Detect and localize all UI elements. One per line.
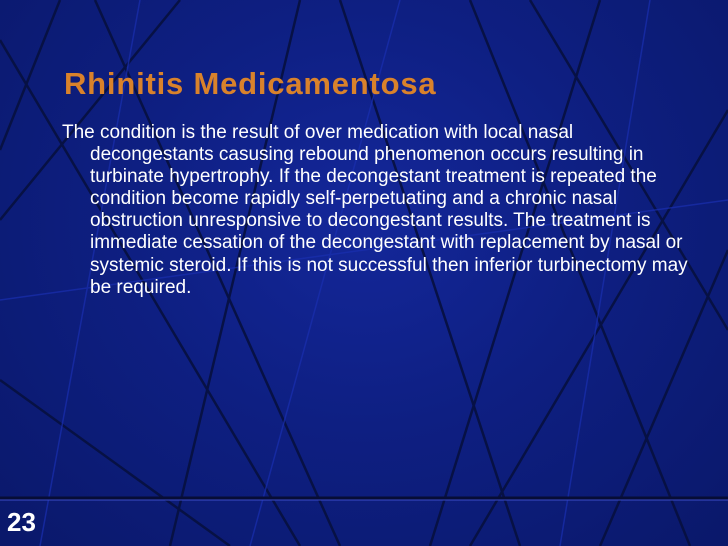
slide-number: 23	[7, 507, 36, 537]
slide-body-text: The condition is the result of over medication with local nasal decongestants casusing rebound phenomenon occurs resulting in turbinate hypertrophy. If the decongestant treatment is repeated the condition become rapidly self-perpetuating and a chronic nasal obstruction unresponsive to decongestant results. The treatment is immediate cessation of the decongestant with replacement by nasal or systemic steroid. If this is not successful then inferior turbinectomy may be required.	[62, 122, 688, 298]
slide-title: Rhinitis Medicamentosa	[64, 66, 437, 101]
